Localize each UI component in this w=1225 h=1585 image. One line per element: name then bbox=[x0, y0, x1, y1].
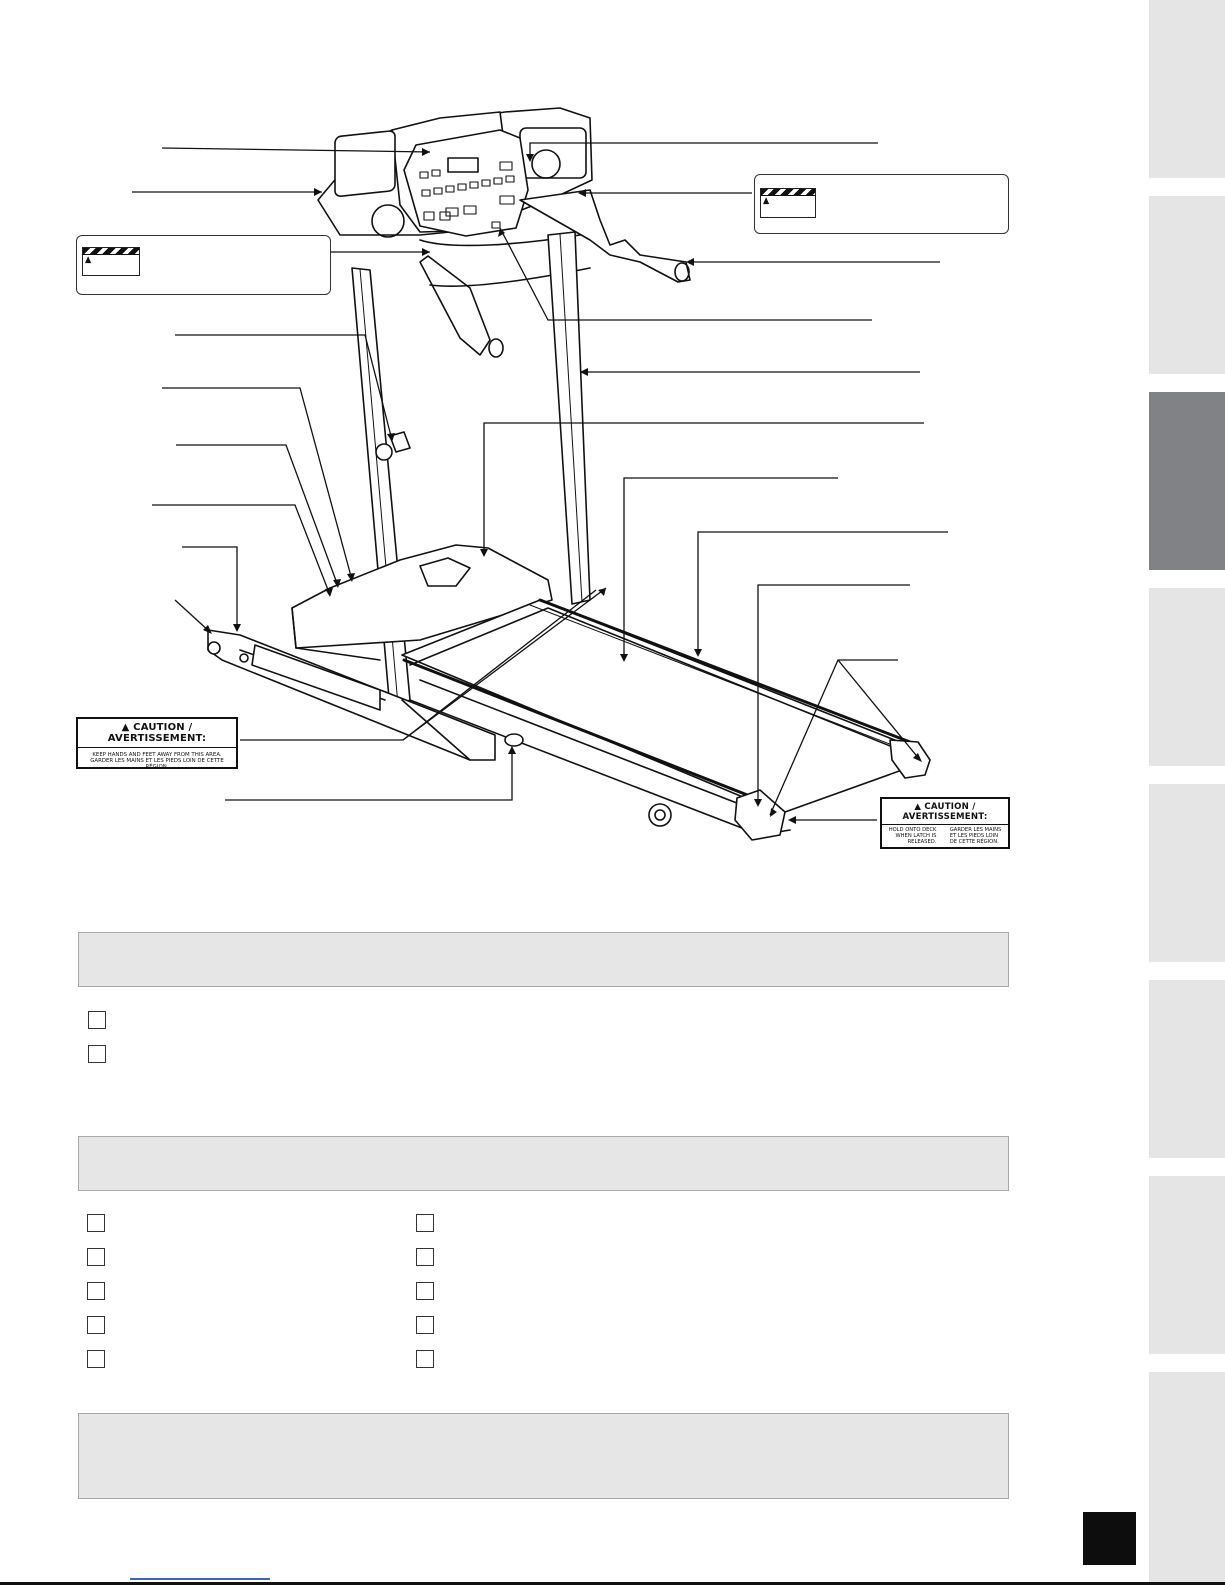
checkbox[interactable] bbox=[416, 1214, 434, 1232]
warning-icon: ▲ bbox=[85, 255, 92, 265]
checkbox[interactable] bbox=[87, 1350, 105, 1368]
deck bbox=[402, 600, 930, 840]
footer-link[interactable] bbox=[130, 1578, 270, 1580]
warning-icon: ▲ bbox=[763, 196, 770, 206]
section-header-band-3 bbox=[78, 1413, 1009, 1499]
section-tab-3-active[interactable] bbox=[1149, 392, 1225, 570]
checkbox[interactable] bbox=[87, 1214, 105, 1232]
caution-label-right: ▲ CAUTION / AVERTISSEMENT: HOLD ONTO DECK WHEN LATCH IS RELEASED. GARDER LES MAINS ET LES PIEDS LOIN DE CETTE RÉGION. bbox=[880, 797, 1010, 849]
warning-decal-right bbox=[760, 188, 816, 218]
section-tab-8[interactable] bbox=[1149, 1372, 1225, 1585]
caution-triangle-icon: ▲ bbox=[914, 802, 922, 812]
section-tab-7[interactable] bbox=[1149, 1176, 1225, 1354]
caution-triangle-icon: ▲ bbox=[121, 722, 130, 733]
warning-label-box-left bbox=[76, 235, 331, 295]
section-tab-5[interactable] bbox=[1149, 784, 1225, 962]
warning-decal-left bbox=[82, 247, 140, 276]
caution-line-2: GARDER LES MAINS ET LES PIEDS LOIN DE CETTE RÉGION. bbox=[90, 758, 224, 771]
caution-heading: ▲ CAUTION / AVERTISSEMENT: bbox=[107, 722, 207, 744]
section-tab-2[interactable] bbox=[1149, 196, 1225, 374]
page-number-block bbox=[1083, 1512, 1136, 1565]
checkbox[interactable] bbox=[87, 1282, 105, 1300]
caution-label-left bbox=[76, 717, 238, 769]
section-tabs bbox=[1149, 0, 1225, 1585]
section-tab-6[interactable] bbox=[1149, 980, 1225, 1158]
section-header-band-1 bbox=[78, 932, 1009, 987]
section-tab-4[interactable] bbox=[1149, 588, 1225, 766]
checkbox[interactable] bbox=[87, 1316, 105, 1334]
warning-label-box-right bbox=[754, 174, 1009, 234]
caution-line-1: KEEP HANDS AND FEET AWAY FROM THIS AREA. bbox=[92, 752, 222, 758]
section-tab-1[interactable] bbox=[1149, 0, 1225, 178]
checkbox[interactable] bbox=[416, 1248, 434, 1266]
checkbox[interactable] bbox=[416, 1350, 434, 1368]
checkbox[interactable] bbox=[416, 1282, 434, 1300]
checkbox[interactable] bbox=[88, 1045, 106, 1063]
caution-heading: ▲ CAUTION / AVERTISSEMENT: bbox=[902, 802, 988, 822]
section-header-band-2 bbox=[78, 1136, 1009, 1191]
checkbox[interactable] bbox=[88, 1011, 106, 1029]
checkbox[interactable] bbox=[87, 1248, 105, 1266]
checkbox[interactable] bbox=[416, 1316, 434, 1334]
